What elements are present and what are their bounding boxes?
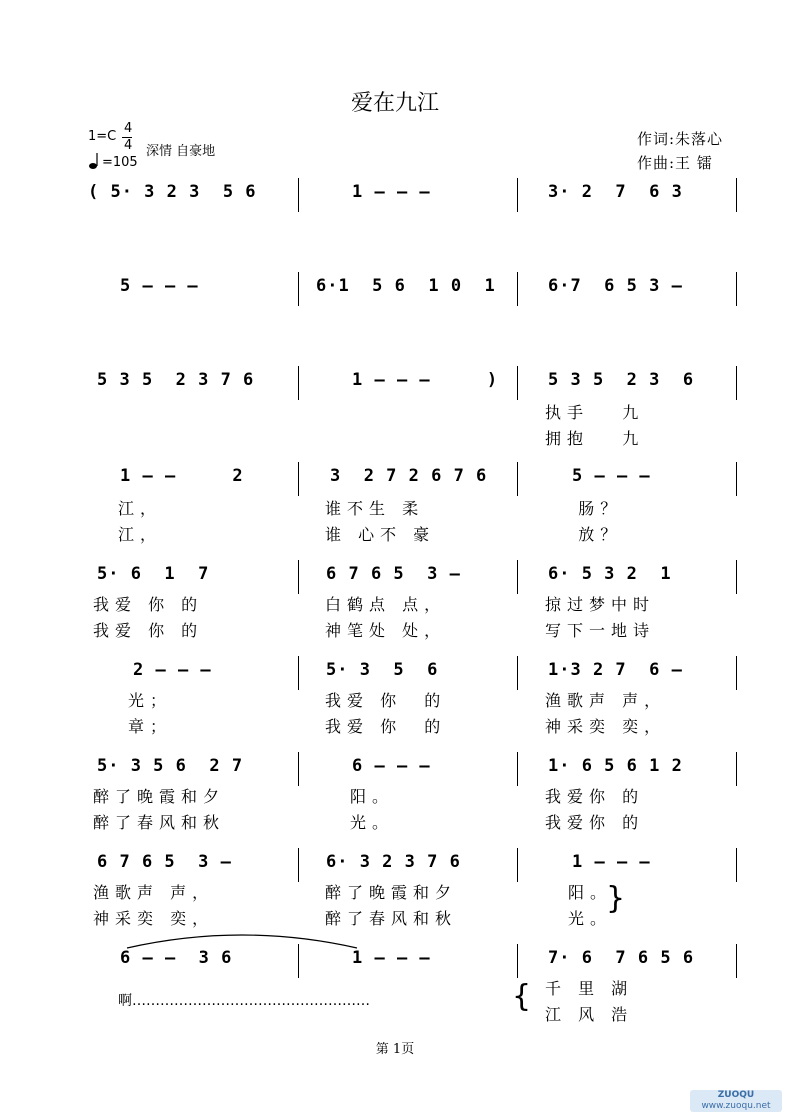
lyric-line-1: 江， bbox=[118, 499, 163, 518]
lyric-line-2: 章； bbox=[128, 717, 173, 736]
barline bbox=[517, 272, 518, 306]
barline bbox=[736, 560, 737, 594]
barline bbox=[517, 178, 518, 212]
lyric-line-1: 醉了晚霞和夕 bbox=[93, 787, 226, 806]
barline bbox=[298, 656, 299, 690]
barline bbox=[736, 656, 737, 690]
lyric-line-1: 阳。 bbox=[568, 883, 613, 902]
barline bbox=[736, 178, 737, 212]
lyric-line-1: 啊…………………………………………… bbox=[118, 993, 370, 1009]
lyric-line-2: 江 风 浩 bbox=[545, 1005, 634, 1024]
lyric-line-2: 醉了春风和秋 bbox=[325, 909, 458, 928]
lyric-line-1: 白鹤点 点， bbox=[325, 595, 447, 614]
barline bbox=[517, 366, 518, 400]
lyric-line-1: 我爱你 的 bbox=[545, 787, 645, 806]
measure: 1 – – 2 bbox=[120, 466, 244, 486]
song-title: 爱在九江 bbox=[350, 91, 439, 116]
left-brace-icon: { bbox=[512, 979, 532, 1014]
barline bbox=[298, 272, 299, 306]
tempo-mark: =105 bbox=[102, 155, 138, 170]
lyric-line-1: 肠？ bbox=[545, 499, 623, 518]
measure: 5 – – – bbox=[572, 466, 651, 486]
measure: 1· 6 5 6 1 2 bbox=[548, 756, 683, 776]
measure: 5· 3 5 6 2 7 bbox=[97, 756, 244, 776]
lyric-line-1: 我爱 你 的 bbox=[93, 595, 204, 614]
measure: 6·7 6 5 3 – bbox=[548, 276, 683, 296]
measure: 3· 2 7 6 3 bbox=[548, 182, 683, 202]
barline bbox=[298, 944, 299, 978]
lyric-line-1: 我爱 你 的 bbox=[325, 691, 447, 710]
measure: 3 2 7 2 6 7 6 bbox=[330, 466, 488, 486]
lyric-line-1: 阳。 bbox=[350, 787, 395, 806]
barline bbox=[298, 560, 299, 594]
watermark-url: www.zuoqu.net bbox=[701, 1101, 771, 1111]
measure: 1·3 2 7 6 – bbox=[548, 660, 683, 680]
barline bbox=[736, 272, 737, 306]
lyricist: 作词:朱落心 bbox=[637, 130, 724, 148]
barline bbox=[517, 944, 518, 978]
measure: 5 3 5 2 3 6 bbox=[548, 370, 695, 390]
lyric-line-2: 写下一地诗 bbox=[545, 621, 656, 640]
measure: 2 – – – bbox=[133, 660, 212, 680]
quarter-note-icon bbox=[88, 152, 102, 170]
lyric-line-1: 千 里 湖 bbox=[545, 979, 634, 998]
lyric-line-1: 渔歌声 声， bbox=[545, 691, 667, 710]
lyric-line-2: 谁 心不 豪 bbox=[325, 525, 436, 544]
barline bbox=[517, 560, 518, 594]
barline bbox=[298, 178, 299, 212]
expression-mark: 深情 自豪地 bbox=[146, 144, 216, 159]
measure: 6 7 6 5 3 – bbox=[97, 852, 232, 872]
measure: 1 – – – ) bbox=[352, 370, 499, 390]
slur-icon bbox=[125, 930, 360, 950]
measure: 5· 6 1 7 bbox=[97, 564, 210, 584]
lyric-line-2: 神采奕 奕， bbox=[545, 717, 667, 736]
lyric-line-2: 江， bbox=[118, 525, 163, 544]
time-signature-bottom: 4 bbox=[124, 138, 133, 153]
lyric-line-2: 拥抱 九 bbox=[545, 429, 645, 448]
barline bbox=[298, 462, 299, 496]
measure: 1 – – – bbox=[572, 852, 651, 872]
lyric-line-1: 掠过梦中时 bbox=[545, 595, 656, 614]
barline bbox=[517, 752, 518, 786]
measure: ( 5· 3 2 3 5 6 bbox=[88, 182, 257, 202]
lyric-line-1: 醉了晚霞和夕 bbox=[325, 883, 458, 902]
composer: 作曲:王 镭 bbox=[637, 154, 713, 172]
measure: 6 – – – bbox=[352, 756, 431, 776]
measure: 1 – – – bbox=[352, 948, 431, 968]
measure: 6 7 6 5 3 – bbox=[326, 564, 461, 584]
measure: 6· 5 3 2 1 bbox=[548, 564, 672, 584]
watermark-logo: ZUOQU www.zuoqu.net bbox=[690, 1090, 782, 1112]
measure: 5· 3 5 6 bbox=[326, 660, 439, 680]
right-brace-icon: } bbox=[606, 881, 626, 916]
barline bbox=[517, 848, 518, 882]
page-number: 第 1页 bbox=[375, 1042, 415, 1057]
lyric-line-1: 渔歌声 声， bbox=[93, 883, 215, 902]
lyric-line-2: 放？ bbox=[545, 525, 623, 544]
measure: 7· 6 7 6 5 6 bbox=[548, 948, 695, 968]
measure: 6·1 5 6 1 0 1 bbox=[316, 276, 496, 296]
lyric-line-2: 光。 bbox=[350, 813, 395, 832]
lyric-line-2: 我爱 你 的 bbox=[93, 621, 204, 640]
barline bbox=[736, 462, 737, 496]
key-signature: 1=C bbox=[88, 129, 117, 144]
lyric-line-2: 醉了春风和秋 bbox=[93, 813, 226, 832]
lyric-line-1: 光； bbox=[128, 691, 173, 710]
barline bbox=[298, 752, 299, 786]
barline bbox=[736, 944, 737, 978]
time-signature-top: 4 bbox=[124, 121, 133, 136]
measure: 5 – – – bbox=[120, 276, 199, 296]
lyric-line-1: 执手 九 bbox=[545, 403, 645, 422]
measure: 1 – – – bbox=[352, 182, 431, 202]
barline bbox=[298, 848, 299, 882]
lyric-line-2: 神采奕 奕， bbox=[93, 909, 215, 928]
lyric-line-2: 光。 bbox=[568, 909, 613, 928]
barline bbox=[517, 462, 518, 496]
measure: 6· 3 2 3 7 6 bbox=[326, 852, 461, 872]
barline bbox=[736, 366, 737, 400]
barline bbox=[517, 656, 518, 690]
lyric-line-2: 我爱你 的 bbox=[545, 813, 645, 832]
barline bbox=[736, 752, 737, 786]
measure: 6 – – 3 6 bbox=[120, 948, 233, 968]
measure: 5 3 5 2 3 7 6 bbox=[97, 370, 255, 390]
lyric-line-2: 神笔处 处， bbox=[325, 621, 447, 640]
barline bbox=[298, 366, 299, 400]
barline bbox=[736, 848, 737, 882]
lyric-line-2: 我爱 你 的 bbox=[325, 717, 447, 736]
lyric-line-1: 谁不生 柔 bbox=[325, 499, 425, 518]
